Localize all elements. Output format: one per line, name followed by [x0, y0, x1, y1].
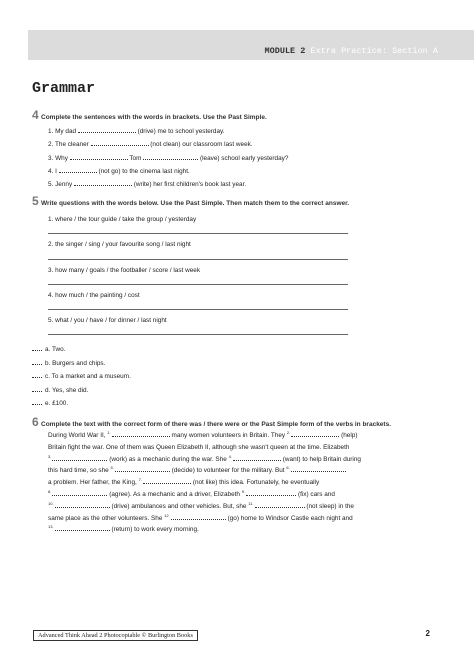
gap-number: 5. [110, 465, 115, 471]
answer-blank[interactable] [143, 477, 191, 484]
ex5-prompt [32, 289, 452, 310]
exercise-4 [32, 108, 452, 191]
gap-number: 7. [138, 477, 144, 483]
text-run: many women volunteers in Britain. They [169, 432, 287, 439]
item-text: (leave) school early yesterday? [198, 154, 289, 162]
ex5-prompt [32, 314, 452, 335]
answer-blank[interactable] [32, 398, 42, 405]
ex5-answer [32, 384, 452, 398]
text-run: (fix) cars and [296, 490, 335, 498]
ex5-answer [32, 370, 452, 384]
exercise-5-prompts [32, 213, 452, 335]
gap-number: 12. [164, 512, 171, 518]
module-heading [265, 46, 438, 56]
item-number: 1. [48, 128, 56, 135]
answer-blank[interactable] [32, 385, 42, 392]
ex4-item [32, 125, 452, 138]
answer-text: b. Burgers and chips. [45, 359, 106, 367]
text-run: (agree). As a mechanic and a driver, Elizabeth [107, 490, 242, 498]
ex4-item [32, 138, 452, 151]
answer-line[interactable] [48, 258, 348, 260]
prompt-text: 1. where / the tour guide / take the group / yesterday [48, 216, 197, 223]
item-text: Why [55, 154, 70, 162]
gap-number: 1. [107, 429, 112, 435]
text-run: (go) home to Windsor Castle each night and [225, 514, 353, 522]
section-title: Grammar [32, 80, 96, 97]
answer-blank[interactable] [74, 179, 132, 186]
item-text: (write) her first children's book last year. [131, 181, 247, 189]
text-run: same place as the other volunteers. She [48, 514, 165, 522]
answer-line[interactable] [48, 308, 348, 310]
answer-text: d. Yes, she did. [45, 386, 89, 394]
answer-blank[interactable] [78, 126, 136, 133]
ex5-prompt [32, 264, 452, 285]
item-number: 5. [48, 181, 56, 189]
ex5-prompt [32, 238, 452, 259]
answer-blank[interactable] [171, 513, 226, 520]
answer-blank[interactable] [55, 501, 110, 508]
gap-number: 9. [241, 488, 247, 494]
prompt-text: 3. how many / goals / the footballer / score / last week [48, 266, 201, 274]
answer-blank[interactable] [291, 430, 339, 437]
item-text: I [55, 167, 59, 175]
module-subtitle: Extra Practice: Section A [310, 46, 438, 56]
gap-number: 8. [48, 488, 53, 494]
ex4-item [32, 165, 452, 178]
prompt-text: 4. how much / the painting / cost [48, 291, 140, 299]
item-number: 3. [48, 154, 56, 162]
answer-blank[interactable] [291, 465, 346, 472]
footer-credit: Advanced Think Ahead 2 Photocopiable © Burlington Books [33, 630, 198, 641]
text-run: a problem. Her father, the King, [48, 479, 139, 487]
item-text: My dad [55, 128, 78, 135]
ex5-answer [32, 397, 452, 411]
exercise-5 [32, 194, 452, 411]
gap-number: 6. [286, 465, 291, 471]
answer-blank[interactable] [91, 139, 149, 146]
ex4-item [32, 178, 452, 191]
ex5-answer [32, 357, 452, 371]
text-run: (not sleep) in the [304, 502, 354, 510]
exercise-6 [32, 415, 472, 536]
answer-text: c. To a market and a museum. [45, 373, 131, 381]
item-text: (drive) me to school yesterday. [135, 128, 225, 135]
text-run: During World War II, [48, 432, 108, 439]
gap-number: 10. [48, 500, 55, 506]
text-run: (help) [339, 432, 358, 439]
gap-number: 4. [228, 453, 234, 459]
answer-blank[interactable] [55, 524, 110, 531]
text-run: (not like) this idea. Fortunately, he eventually [191, 479, 320, 487]
answer-blank[interactable] [52, 454, 107, 461]
exercise-6-instruction: 6 Complete the text with the correct form of there was / there were or the Past Simple form of the verbs in brackets. [32, 415, 392, 429]
page-number: 2 [425, 629, 430, 638]
exercise-4-items [32, 125, 452, 191]
exercise-4-number: 4 [32, 108, 39, 122]
answer-blank[interactable] [112, 430, 170, 437]
item-text: The cleaner [55, 141, 91, 149]
answer-blank[interactable] [246, 489, 296, 496]
text-run: (return) to work every morning. [109, 526, 199, 534]
ex5-answer [32, 343, 452, 357]
prompt-text: 5. what / you / have / for dinner / last night [48, 317, 167, 325]
answer-line[interactable] [48, 283, 348, 285]
answer-line[interactable] [48, 333, 348, 335]
answer-blank[interactable] [233, 454, 281, 461]
exercise-4-instruction: 4 Complete the sentences with the words in brackets. Use the Past Simple. [32, 108, 267, 122]
answer-line[interactable] [48, 232, 348, 234]
answer-blank[interactable] [70, 153, 128, 160]
exercise-5-instruction: 5 Write questions with the words below. Use the Past Simple. Then match them to the correct answer. [32, 194, 350, 208]
answer-blank[interactable] [32, 344, 42, 351]
text-run: (drive) ambulances and other vehicles. But, she [109, 502, 249, 510]
text-run: (decide) to volunteer for the military. But [169, 467, 287, 475]
module-label: MODULE 2 [264, 46, 306, 56]
gap-number: 11. [248, 500, 255, 506]
answer-blank[interactable] [115, 465, 170, 472]
answer-blank[interactable] [52, 489, 107, 496]
exercise-6-number: 6 [32, 415, 39, 429]
answer-blank[interactable] [143, 153, 198, 160]
ex4-item [32, 152, 452, 165]
answer-blank[interactable] [255, 501, 305, 508]
text-run: this hard time, so she [48, 467, 111, 475]
exercise-6-text [32, 430, 472, 536]
item-text: Tom [127, 154, 144, 162]
prompt-text: 2. the singer / sing / your favourite song / last night [48, 241, 191, 249]
item-text: Jenny [55, 181, 74, 189]
answer-blank[interactable] [32, 358, 42, 365]
exercise-5-number: 5 [32, 194, 39, 208]
item-number: 4. [48, 167, 56, 175]
text-run: (work) as a mechanic during the war. She [107, 455, 229, 463]
answer-text: e. £100. [45, 400, 69, 408]
gap-number: 2. [286, 429, 292, 435]
answer-blank[interactable] [59, 166, 97, 173]
exercise-5-answers [32, 343, 452, 411]
text-run: (want) to help Britain during [281, 455, 361, 463]
item-number: 2. [48, 141, 55, 149]
answer-text: a. Two. [45, 346, 66, 354]
gap-number: 3. [48, 453, 53, 459]
item-text: (not go) to the cinema last night. [96, 167, 190, 175]
answer-blank[interactable] [32, 371, 42, 378]
ex5-prompt [32, 213, 452, 234]
item-text: (not clean) our classroom last week. [148, 141, 253, 149]
text-run: Britain fight the war. One of them was Queen Elizabeth II, although she wasn't queen at the time. Elizabeth [48, 443, 350, 451]
gap-number: 13. [48, 524, 55, 530]
